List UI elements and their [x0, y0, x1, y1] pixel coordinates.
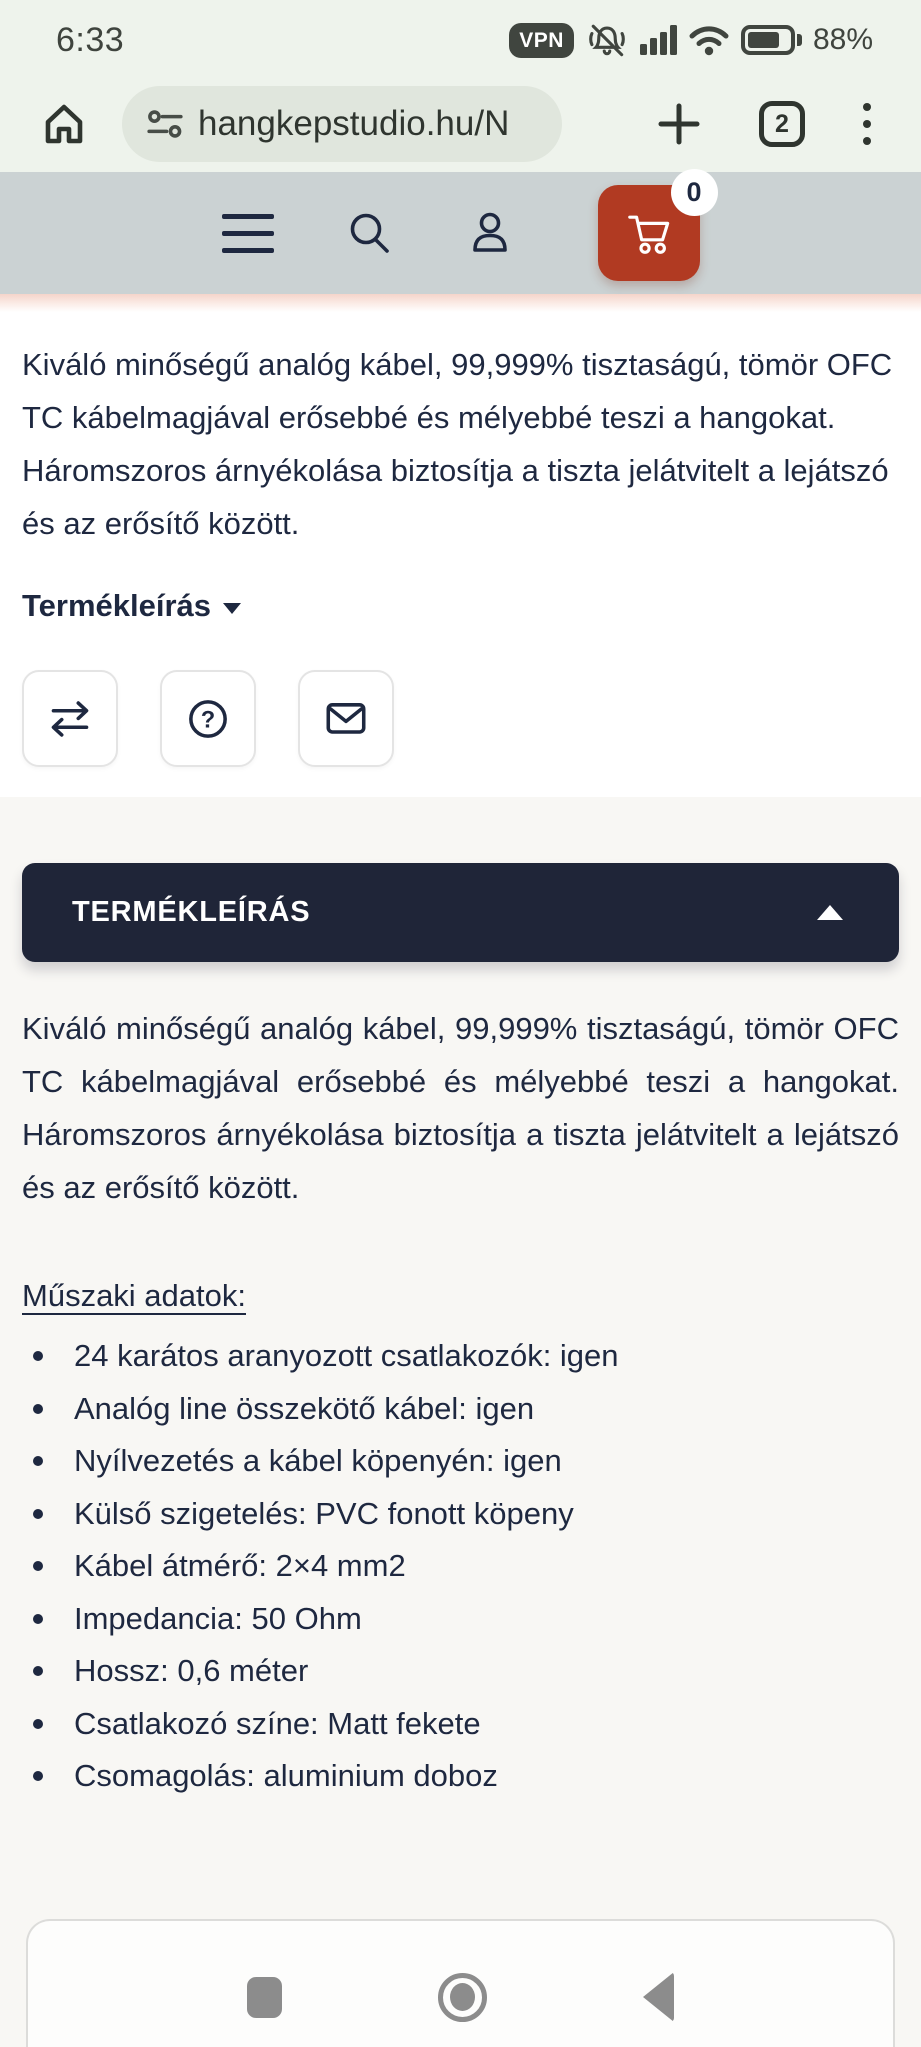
site-settings-icon[interactable] — [146, 105, 184, 143]
spec-item: Kábel átmérő: 2×4 mm2 — [22, 1540, 899, 1593]
url-text: hangkepstudio.hu/N — [198, 104, 510, 143]
battery-percent: 88% — [812, 23, 873, 56]
back-icon[interactable] — [643, 1972, 674, 2022]
spec-item: 24 karátos aranyozott csatlakozók: igen — [22, 1330, 899, 1383]
android-navigation-bar — [0, 1947, 921, 2047]
recents-icon[interactable] — [247, 1977, 282, 2018]
bottom-zone — [0, 1919, 921, 2047]
description-accordion-header[interactable] — [22, 863, 899, 962]
browser-actions — [657, 101, 881, 147]
home-icon[interactable] — [40, 100, 88, 148]
product-description: Kiváló minőségű analóg kábel, 99,999% tisztaságú, tömör OFC TC kábelmagjával erősebbé és mélyebbé teszi a hangokat. Háromszoros árnyékolása biztosítja a tiszta jelátvitelt a lejátszó és az erősítő között. — [22, 1011, 899, 1205]
home-circle-icon[interactable] — [438, 1973, 487, 2022]
description-toggle[interactable] — [22, 588, 241, 624]
specs-heading: Műszaki adatok: — [22, 1278, 246, 1313]
product-action-buttons — [22, 670, 899, 767]
new-tab-icon[interactable] — [657, 102, 701, 146]
spec-item: Hossz: 0,6 méter — [22, 1645, 899, 1698]
spec-item: Csomagolás: aluminium doboz — [22, 1750, 899, 1803]
cart-icon — [623, 209, 675, 257]
battery-icon — [741, 25, 802, 55]
chevron-down-icon — [223, 603, 241, 614]
email-button[interactable] — [298, 670, 394, 767]
description-toggle-label: Termékleírás — [22, 588, 211, 623]
spec-item: Analóg line összekötő kábel: igen — [22, 1383, 899, 1436]
question-icon — [182, 693, 234, 745]
search-icon[interactable] — [346, 209, 394, 257]
spec-item: Csatlakozó színe: Matt fekete — [22, 1698, 899, 1751]
chevron-up-icon — [817, 905, 843, 920]
cellular-signal-icon — [640, 25, 677, 55]
tab-switcher[interactable]: 2 — [759, 101, 805, 147]
product-description-section — [0, 797, 921, 2047]
compare-button[interactable] — [22, 670, 118, 767]
wifi-icon — [688, 24, 730, 56]
product-summary-section — [0, 312, 921, 797]
vpn-icon: VPN — [509, 23, 574, 58]
spec-item: Külső szigetelés: PVC fonott köpeny — [22, 1488, 899, 1541]
notifications-muted-icon — [585, 19, 629, 61]
spec-item: Nyílvezetés a kábel köpenyén: igen — [22, 1435, 899, 1488]
compare-arrows-icon — [44, 693, 96, 745]
cart-button[interactable] — [598, 177, 702, 281]
product-summary: Kiváló minőségű analóg kábel, 99,999% tisztaságú, tömör OFC TC kábelmagjával erősebbé és mélyebbé teszi a hangokat. Háromszoros árnyékolása biztosítja a tiszta jelátvitelt a lejátszó és az erősítő között. — [22, 347, 893, 541]
spec-item: Impedancia: 50 Ohm — [22, 1593, 899, 1646]
browser-menu-icon[interactable] — [863, 103, 871, 145]
specs-list — [22, 1330, 899, 1803]
envelope-icon — [320, 693, 372, 745]
header-glow-divider — [0, 294, 921, 312]
url-bar[interactable] — [122, 86, 562, 162]
help-button[interactable] — [160, 670, 256, 767]
top-chrome — [0, 0, 921, 172]
account-icon[interactable] — [466, 209, 514, 257]
svg-text:?: ? — [200, 706, 216, 733]
browser-toolbar — [0, 76, 921, 172]
accordion-title: TERMÉKLEÍRÁS — [72, 896, 311, 928]
status-icons — [509, 19, 873, 61]
site-header — [0, 172, 921, 294]
cart-count-badge: 0 — [671, 169, 718, 216]
clock: 6:33 — [56, 20, 125, 59]
status-bar — [0, 14, 921, 66]
menu-icon[interactable] — [222, 214, 274, 253]
